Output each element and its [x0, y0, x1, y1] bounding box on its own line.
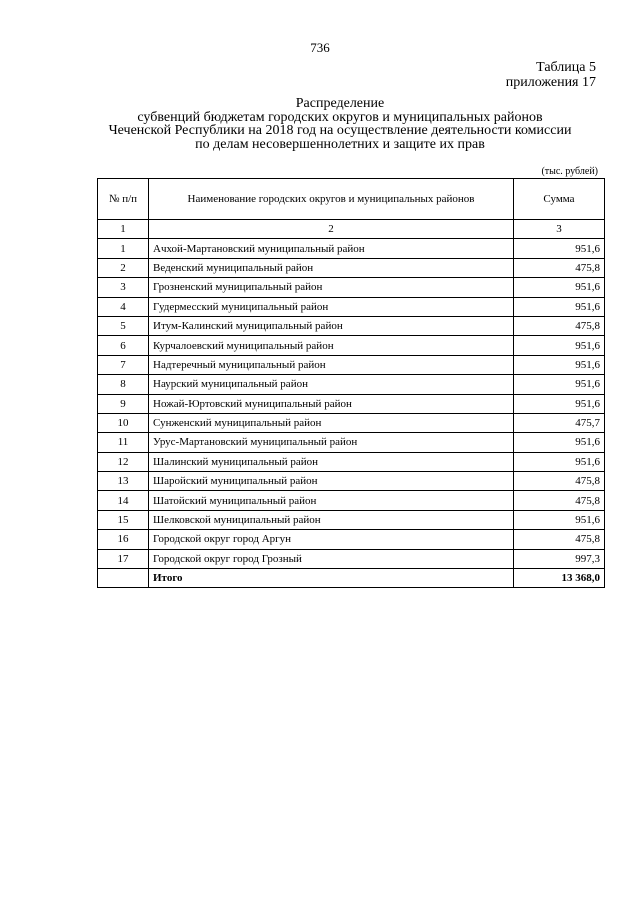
table-row [98, 491, 605, 510]
table-row [98, 239, 605, 258]
row-name: Итум-Калинский муниципальный район [149, 316, 514, 335]
row-name: Городской округ город Грозный [149, 549, 514, 568]
row-sum: 951,6 [514, 336, 605, 355]
column-index-cell: 1 [98, 220, 149, 239]
row-sum: 475,8 [514, 258, 605, 277]
table-row [98, 530, 605, 549]
row-number: 8 [98, 375, 149, 394]
row-sum: 475,8 [514, 491, 605, 510]
column-index-cell: 3 [514, 220, 605, 239]
row-number: 7 [98, 355, 149, 374]
row-name: Городской округ город Аргун [149, 530, 514, 549]
title-line-4: по делам несовершеннолетних и защите их прав [195, 136, 485, 152]
total-label: Итого [149, 569, 514, 588]
row-name: Шалинский муниципальный район [149, 452, 514, 471]
row-number: 17 [98, 549, 149, 568]
header-row [98, 179, 605, 220]
row-sum: 951,6 [514, 375, 605, 394]
document-title [60, 97, 620, 151]
column-index-cell: 2 [149, 220, 514, 239]
row-number: 16 [98, 530, 149, 549]
appendix-label: приложения 17 [505, 75, 596, 90]
row-number: 14 [98, 491, 149, 510]
row-name: Надтеречный муниципальный район [149, 355, 514, 374]
row-sum: 951,6 [514, 452, 605, 471]
table-row [98, 297, 605, 316]
row-sum: 475,8 [514, 472, 605, 491]
table-row [98, 549, 605, 568]
row-name: Урус-Мартановский муниципальный район [149, 433, 514, 452]
row-sum: 475,8 [514, 530, 605, 549]
row-name: Веденский муниципальный район [149, 258, 514, 277]
row-sum: 951,6 [514, 355, 605, 374]
table-row [98, 375, 605, 394]
table-row [98, 394, 605, 413]
title-line-3: Чеченской Республики на 2018 год на осуществление деятельности комиссии [108, 123, 572, 138]
row-sum: 951,6 [514, 394, 605, 413]
row-name: Ножай-Юртовский муниципальный район [149, 394, 514, 413]
table-row [98, 278, 605, 297]
row-number: 11 [98, 433, 149, 452]
row-name: Шатойский муниципальный район [149, 491, 514, 510]
row-number: 12 [98, 452, 149, 471]
row-name: Курчалоевский муниципальный район [149, 336, 514, 355]
row-number: 13 [98, 472, 149, 491]
header-name: Наименование городских округов и муниципальных районов [149, 179, 514, 220]
column-index-row [98, 220, 605, 239]
table-row [98, 336, 605, 355]
row-sum: 475,8 [514, 316, 605, 335]
table-row [98, 413, 605, 432]
title-line-1: Распределение [295, 96, 385, 111]
row-name: Грозненский муниципальный район [149, 278, 514, 297]
row-sum: 951,6 [514, 239, 605, 258]
row-name: Гудермесский муниципальный район [149, 297, 514, 316]
table-row [98, 355, 605, 374]
row-name: Сунженский муниципальный район [149, 413, 514, 432]
row-number: 3 [98, 278, 149, 297]
header-sum: Сумма [514, 179, 605, 220]
row-number: 6 [98, 336, 149, 355]
table-label: Таблица 5 [536, 60, 596, 75]
row-sum: 951,6 [514, 510, 605, 529]
total-sum: 13 368,0 [514, 569, 605, 588]
row-name: Наурский муниципальный район [149, 375, 514, 394]
row-number: 10 [98, 413, 149, 432]
page-number: 736 [310, 40, 330, 55]
row-sum: 475,7 [514, 413, 605, 432]
units-label: (тыс. рублей) [541, 166, 598, 177]
table-row [98, 452, 605, 471]
table-row [98, 510, 605, 529]
table-row [98, 433, 605, 452]
total-row [98, 569, 605, 588]
table-row [98, 316, 605, 335]
row-sum: 997,3 [514, 549, 605, 568]
row-number: 4 [98, 297, 149, 316]
total-number [98, 569, 149, 588]
row-sum: 951,6 [514, 278, 605, 297]
row-name: Шаройский муниципальный район [149, 472, 514, 491]
header-num: № п/п [98, 179, 149, 220]
subvention-table [97, 178, 605, 588]
row-number: 9 [98, 394, 149, 413]
table-row [98, 258, 605, 277]
row-sum: 951,6 [514, 433, 605, 452]
table-caption [506, 60, 596, 90]
row-name: Ачхой-Мартановский муниципальный район [149, 239, 514, 258]
row-name: Шелковской муниципальный район [149, 510, 514, 529]
row-number: 1 [98, 239, 149, 258]
table-row [98, 472, 605, 491]
row-number: 15 [98, 510, 149, 529]
row-number: 2 [98, 258, 149, 277]
row-number: 5 [98, 316, 149, 335]
row-sum: 951,6 [514, 297, 605, 316]
title-line-2: субвенций бюджетам городских округов и муниципальных районов [137, 109, 543, 125]
